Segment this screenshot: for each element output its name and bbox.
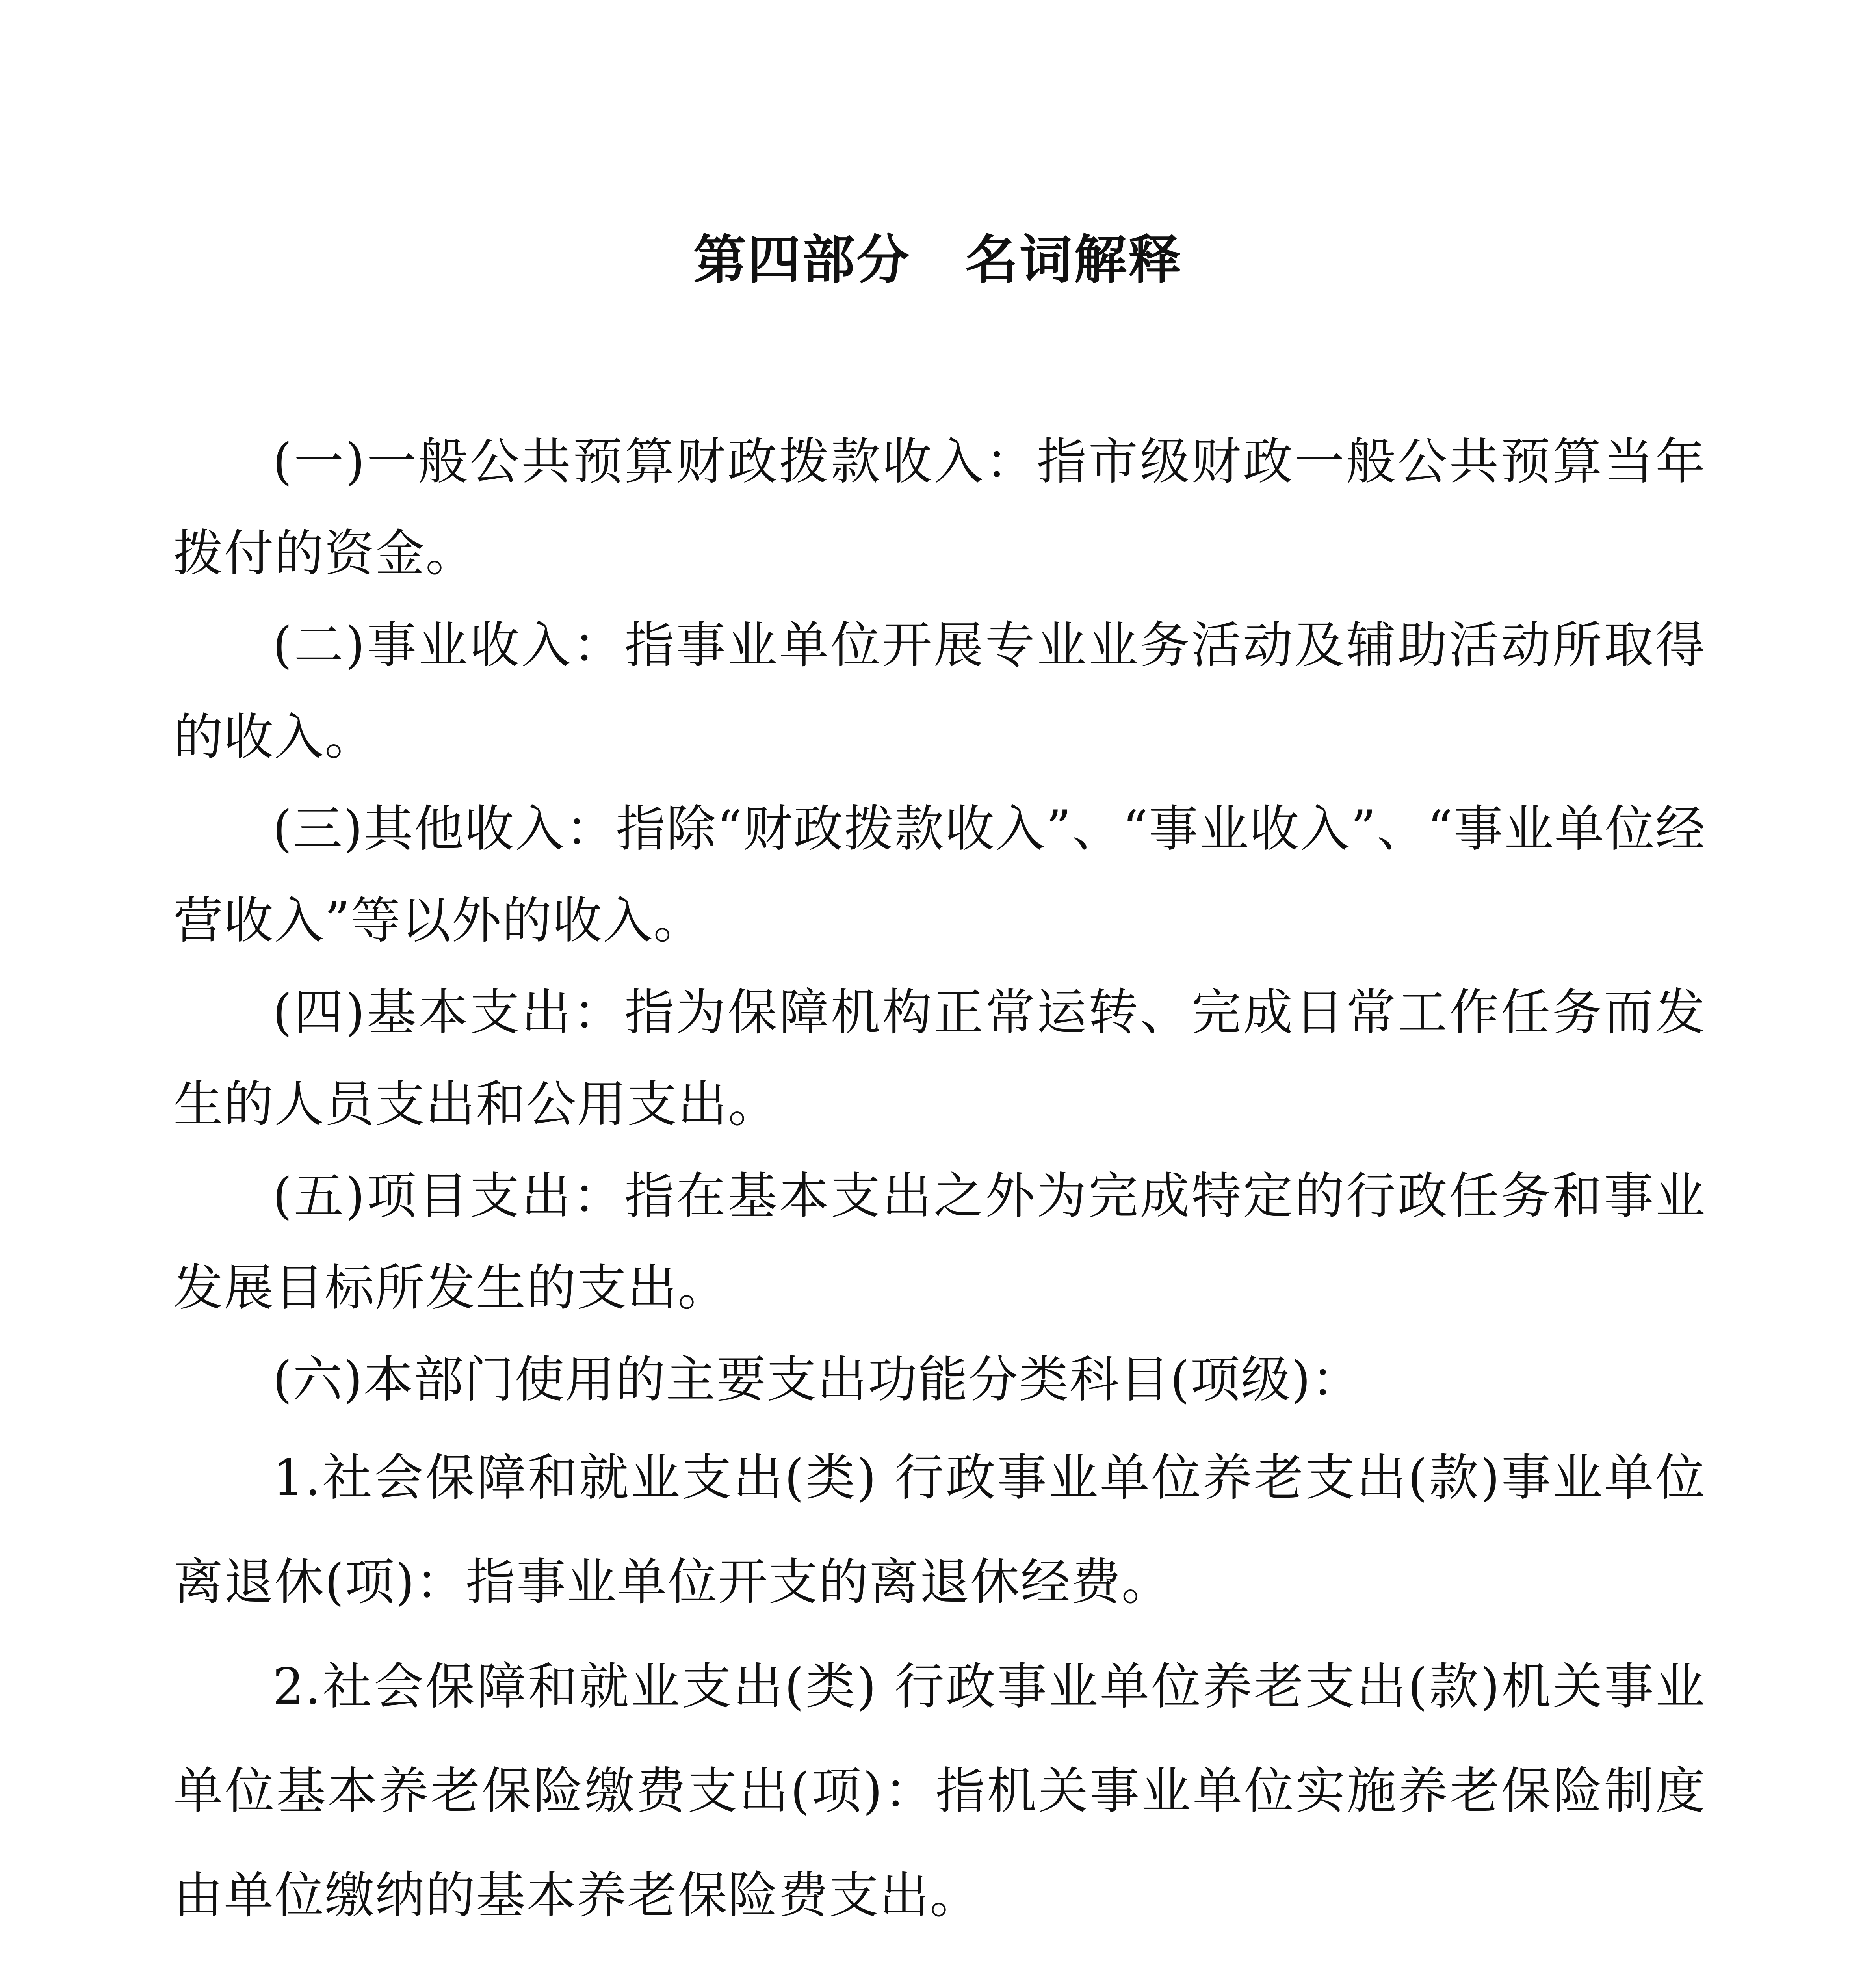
paragraph-general-budget-income: (一)一般公共预算财政拨款收入：指市级财政一般公共预算当年拨付的资金。 xyxy=(173,433,1706,582)
paragraph-business-income: (二)事业收入：指事业单位开展专业业务活动及辅助活动所取得的收入。 xyxy=(173,616,1706,766)
paragraph-item-1: 1.社会保障和就业支出(类) 行政事业单位养老支出(款)事业单位离退休(项)：指事业单位开支的离退休经费。 xyxy=(173,1449,1706,1611)
paragraph-other-income: (三)其他收入：指除“财政拨款收入”、“事业收入”、“事业单位经营收入”等以外的收入。 xyxy=(173,800,1706,950)
paragraph-project-expenditure: (五)项目支出：指在基本支出之外为完成特定的行政任务和事业发展目标所发生的支出。 xyxy=(173,1167,1706,1317)
paragraph-item-2: 2.社会保障和就业支出(类) 行政事业单位养老支出(款)机关事业单位基本养老保险缴费支出(项)：指机关事业单位实施养老保险制度由单位缴纳的基本养老保险费支出。 xyxy=(173,1658,1706,1924)
paragraph-expenditure-categories: (六)本部门使用的主要支出功能分类科目(项级)： xyxy=(273,1351,1362,1409)
page-title: 第四部分 名词解释 xyxy=(693,229,1183,291)
document-body xyxy=(173,416,1706,1970)
paragraph-item-3 xyxy=(173,1948,1706,1970)
paragraph-basic-expenditure: (四)基本支出：指为保障机构正常运转、完成日常工作任务而发生的人员支出和公用支出。 xyxy=(173,983,1706,1133)
